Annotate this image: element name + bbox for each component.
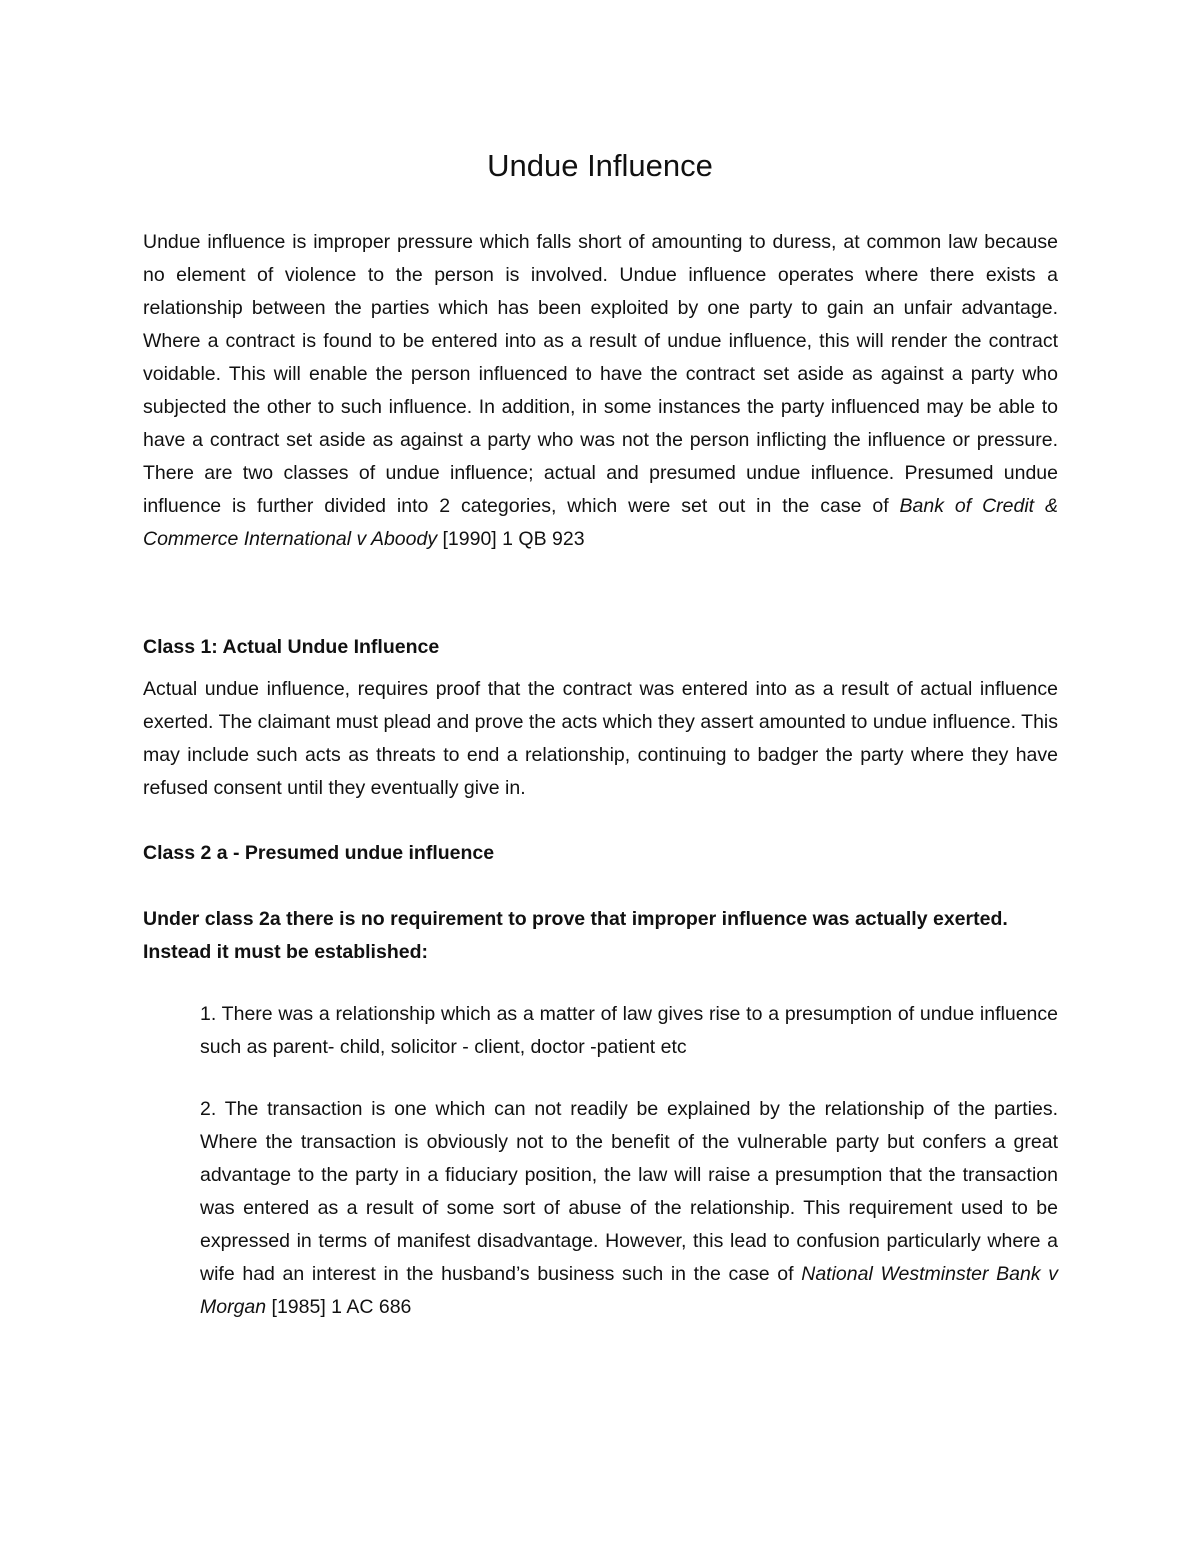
class1-paragraph: Actual undue influence, requires proof that the contract was entered into as a result of actual influence exerted. The claimant must plead and prove the acts which they assert amounted to undue influence. This may include such acts as threats to end a relationship, continuing to badger the party where they have refused consent until they eventually give in. (143, 678, 1058, 799)
list-item-2-text: 2. The transaction is one which can not readily be explained by the relationship of the parties. Where the transaction is obviously not to the benefit of the vulnerable party but confers a great advantage to the party in a fiduciary position, the law will raise a presumption that the transaction was entered as a result of some sort of abuse of the relationship. This requirement used to be expressed in terms of manifest disadvantage. However, this lead to confusion particularly where a wife had an interest in the husband’s business such in the case of (200, 1098, 1058, 1285)
class1-body-block (143, 673, 1058, 805)
intro-paragraph (143, 226, 1058, 556)
list-item-1: 1. There was a relationship which as a matter of law gives rise to a presumption of undue influence such as parent- child, solicitor - client, doctor -patient etc (200, 1003, 1058, 1058)
list-item-2-citation: [1985] 1 AC 686 (266, 1296, 412, 1318)
intro-text: Undue influence is improper pressure which falls short of amounting to duress, at common law because no element of violence to the person is involved. Undue influence operates where there exists a relationship between the parties which has been exploited by one party to gain an unfair advantage. Where a contract is found to be entered into as a result of undue influence, this will render the contract voidable. This will enable the person influenced to have the contract set aside as against a party who subjected the other to such influence. In addition, in some instances the party influenced may be able to have a contract set aside as against a party who was not the person inflicting the influence or pressure. There are two classes of undue influence; actual and presumed undue influence. Presumed undue influence is further divided into 2 categories, which were set out in the case of (143, 231, 1058, 517)
intro-case-name: Bank of Credit & Commerce International v Aboody (143, 495, 1058, 550)
class1-heading: Class 1: Actual Undue Influence (143, 636, 440, 658)
document-title: Undue Influence (487, 148, 713, 183)
intro-citation: [1990] 1 QB 923 (437, 528, 585, 550)
intro-paragraph-block (143, 226, 1058, 556)
class2a-requirement: Under class 2a there is no requirement to prove that improper influence was actually exerted. Instead it must be established: (143, 908, 1008, 963)
list-item-2 (200, 1093, 1058, 1324)
class2a-section (143, 837, 1058, 870)
class1-section (143, 631, 1058, 664)
class2a-heading: Class 2 a - Presumed undue influence (143, 842, 495, 864)
class2a-requirement-block (143, 903, 1058, 969)
list-item-2-case-name: National Westminster Bank v Morgan (200, 1263, 1058, 1318)
